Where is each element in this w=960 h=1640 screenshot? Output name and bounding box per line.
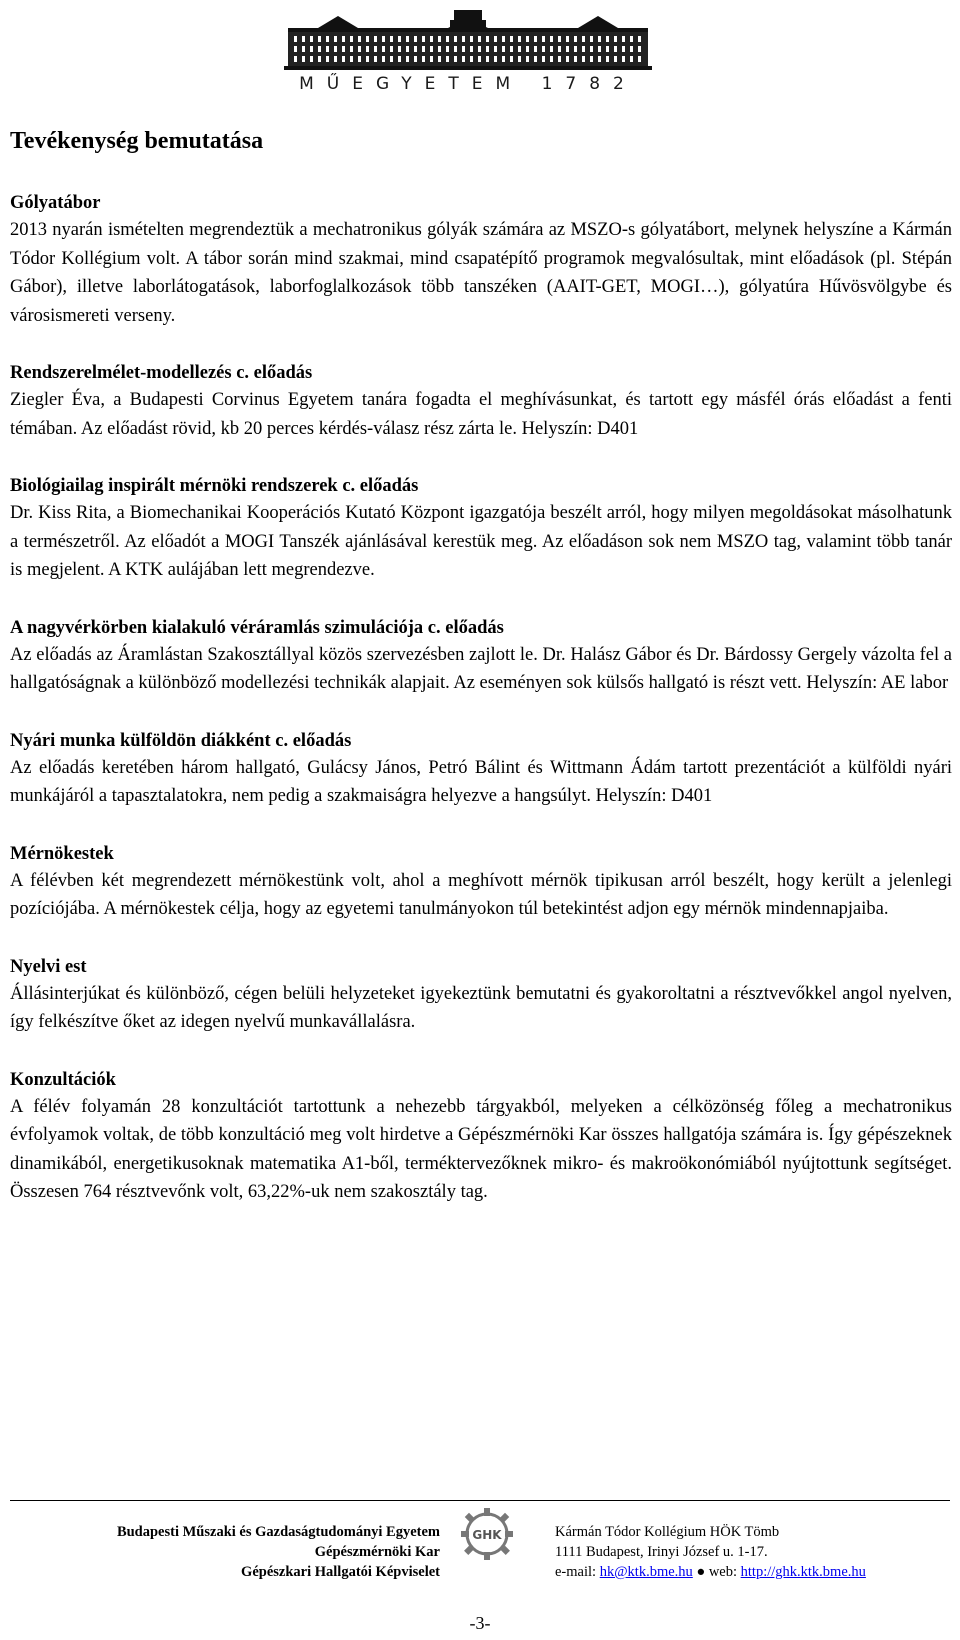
section-body: 2013 nyarán ismételten megrendeztük a mechatronikus gólyák számára az MSZO-s gólyatábort, melynek helyszíne a Kármán Tódor Kollégium volt. A tábor során mind szakmai, mind csapatépítő programok megvalósultak, mint előadások (pl. Stépán Gábor), illetve laborlátogatások, laborfoglalkozások több tanszéken (AAIT-GET, MOGI…), gólyatúra Hűvösvölgybe és városismereti verseny. (10, 220, 952, 326)
facade-window (430, 56, 433, 62)
facade-window (574, 36, 577, 42)
footer-divider (10, 1500, 950, 1501)
facade-window (470, 46, 473, 52)
section-heading: Nyelvi est (10, 956, 87, 977)
facade-window (326, 36, 329, 42)
facade-window (318, 46, 321, 52)
facade-window (534, 56, 537, 62)
facade-window (358, 36, 361, 42)
facade-window (318, 36, 321, 42)
section-heading: Nyári munka külföldön diákként c. előadás (10, 730, 352, 751)
footer-links (555, 1562, 960, 1582)
section-body: A félévben két megrendezett mérnökestünk volt, ahol a meghívott mérnök tipikusan arról beszélt, hogy került a jelenlegi pozíciójába. A mérnökestek célja, hogy az egyetemi tanulmányokon túl betekintést adjon egy mérnök mindennapjaiba. (10, 870, 952, 919)
facade-window (494, 46, 497, 52)
footer-faculty: Gépészmérnöki Kar (314, 1544, 440, 1560)
facade-window (446, 56, 449, 62)
facade-window (462, 46, 465, 52)
facade-window (598, 46, 601, 52)
facade-window (502, 46, 505, 52)
facade-window (622, 46, 625, 52)
gear-icon (452, 1504, 522, 1590)
facade-window (422, 56, 425, 62)
facade-window (438, 56, 441, 62)
facade-window (486, 36, 489, 42)
section-heading: Rendszerelmélet-modellezés c. előadás (10, 363, 313, 383)
facade-window (310, 36, 313, 42)
facade-window (398, 56, 401, 62)
section-body: Az előadás az Áramlástan Szakosztállyal közös szervezésben zajlott le. Dr. Halász Gábor és Dr. Bárdossy Gergely vázolta fel a hallgatóságnak a különböző modellezési technikák alapjait. Az eseményen sok külsős hallgató is részt vett. Helyszín: AE labor (10, 644, 952, 693)
facade-window (574, 46, 577, 52)
facade-window (622, 36, 625, 42)
facade-window (478, 56, 481, 62)
facade-window (294, 46, 297, 52)
facade-window (606, 46, 609, 52)
facade-window (350, 46, 353, 52)
facade-window (334, 36, 337, 42)
university-building-icon (278, 6, 658, 72)
facade-window (374, 56, 377, 62)
footer-address: 1111 Budapest, Irinyi József u. 1-17. (555, 1544, 768, 1560)
facade-window (414, 46, 417, 52)
email-link[interactable]: hk@ktk.bme.hu (599, 1564, 693, 1580)
facade-window (406, 36, 409, 42)
facade-window (382, 36, 385, 42)
facade-window (566, 46, 569, 52)
email-label: e-mail: (555, 1564, 600, 1580)
facade-window (566, 36, 569, 42)
section-golyatabor (10, 190, 952, 330)
section-nyari-munka (10, 728, 952, 811)
facade-window (294, 36, 297, 42)
facade-window (630, 56, 633, 62)
facade-window (566, 56, 569, 62)
facade-window (326, 46, 329, 52)
facade-window (422, 36, 425, 42)
facade-window (502, 56, 505, 62)
facade-window (398, 36, 401, 42)
facade-window (550, 46, 553, 52)
facade-window (422, 46, 425, 52)
facade-window (350, 36, 353, 42)
facade-window (382, 56, 385, 62)
facade-window (358, 56, 361, 62)
facade-window (510, 36, 513, 42)
facade-window (454, 46, 457, 52)
section-body: Az előadás keretében három hallgató, Gulácsy János, Petró Bálint és Wittmann Ádám tartott prezentációt a külföldi nyári munkájáról a tapasztalatokra, nem pedig a szakmaiságra helyezve a hangsúlyt. Helyszín: D401 (10, 757, 952, 806)
facade-window (358, 46, 361, 52)
facade-window (406, 46, 409, 52)
facade-window (366, 46, 369, 52)
facade-window (542, 36, 545, 42)
facade-window (414, 56, 417, 62)
section-heading: Biológiailag inspirált mérnöki rendszerek c. előadás (10, 476, 419, 496)
section-konzultaciok (10, 1067, 952, 1207)
facade-window (366, 56, 369, 62)
facade-window (390, 56, 393, 62)
footer-university: Budapesti Műszaki és Gazdaságtudományi Egyetem (116, 1524, 440, 1540)
ghk-logo-text: GHK (472, 1528, 502, 1542)
section-heading: Gólyatábor (10, 193, 101, 213)
footer-student-council: Gépészkari Hallgatói Képviselet (241, 1564, 440, 1580)
facade-window (430, 46, 433, 52)
facade-window (558, 46, 561, 52)
facade-window (366, 36, 369, 42)
facade-window (390, 36, 393, 42)
facade-window (558, 36, 561, 42)
muegyetem-logo (278, 6, 658, 98)
facade-window (518, 36, 521, 42)
facade-window (534, 46, 537, 52)
facade-window (542, 56, 545, 62)
facade-window (582, 36, 585, 42)
section-body: Állásinterjúkat és különböző, cégen belüli helyzeteket igyekeztünk bemutatni és gyakoroltatni a résztvevőkkel angol nyelven, így felkészítve őket az idegen nyelvű munkavállalásra. (10, 983, 952, 1032)
facade-window (302, 36, 305, 42)
facade-window (526, 46, 529, 52)
section-body: Dr. Kiss Rita, a Biomechanikai Kooperációs Kutató Központ igazgatója beszélt arról, hogy milyen megoldásokat másolhatunk a természetről. Az előadót a MOGI Tanszék ajánlásával kerestük meg. Az előadáson sok nem MSZO tag, valamint több tanár is megjelent. A KTK aulájában lett megrendezve. (10, 503, 952, 580)
facade-window (630, 36, 633, 42)
facade-window (454, 56, 457, 62)
section-heading: Mérnökestek (10, 843, 114, 864)
facade-window (454, 36, 457, 42)
facade-window (446, 36, 449, 42)
facade-window (510, 56, 513, 62)
facade-window (342, 56, 345, 62)
facade-window (518, 56, 521, 62)
section-heading: A nagyvérkörben kialakuló véráramlás szimulációja c. előadás (10, 617, 504, 638)
facade-window (302, 56, 305, 62)
facade-window (630, 46, 633, 52)
footer-institution (10, 1522, 440, 1582)
footer-dorm: Kármán Tódor Kollégium HÖK Tömb (555, 1524, 780, 1540)
facade-window (438, 46, 441, 52)
facade-window (518, 46, 521, 52)
web-label: ● web: (692, 1564, 741, 1580)
facade-window (526, 36, 529, 42)
facade-window (550, 36, 553, 42)
facade-window (614, 46, 617, 52)
facade-window (574, 56, 577, 62)
facade-window (550, 56, 553, 62)
page-title: Tevékenység bemutatása (10, 128, 264, 154)
facade-window (510, 46, 513, 52)
facade-window (486, 56, 489, 62)
logo-text: MŰEGYETEM 1782 (299, 74, 637, 94)
facade-window (622, 56, 625, 62)
facade-window (598, 56, 601, 62)
facade-window (350, 56, 353, 62)
facade-window (502, 36, 505, 42)
section-body: Ziegler Éva, a Budapesti Corvinus Egyetem tanára fogadta el meghívásunkat, és tartott egy másfél órás előadást a fenti témában. Az előadást rövid, kb 20 perces kérdés-válasz rész zárta le. Helyszín: D401 (10, 390, 952, 439)
section-nyelvi-est (10, 954, 952, 1037)
facade-window (606, 36, 609, 42)
facade-window (446, 46, 449, 52)
facade-window (598, 36, 601, 42)
facade-window (606, 56, 609, 62)
facade-window (310, 46, 313, 52)
facade-window (390, 46, 393, 52)
section-veraramlas (10, 615, 952, 698)
facade-window (582, 46, 585, 52)
facade-window (342, 46, 345, 52)
facade-window (638, 36, 641, 42)
facade-window (406, 56, 409, 62)
facade-window (294, 56, 297, 62)
page-number: -3- (469, 1613, 491, 1633)
facade-window (590, 46, 593, 52)
facade-window (310, 56, 313, 62)
facade-window (542, 46, 545, 52)
section-mernokestek (10, 841, 952, 924)
facade-window (582, 56, 585, 62)
main-content (10, 126, 952, 1237)
facade-window (342, 36, 345, 42)
web-link[interactable]: http://ghk.ktk.bme.hu (740, 1564, 866, 1580)
facade-window (534, 36, 537, 42)
facade-window (318, 56, 321, 62)
facade-window (478, 36, 481, 42)
facade-window (470, 56, 473, 62)
facade-window (470, 36, 473, 42)
facade-window (494, 36, 497, 42)
facade-window (590, 36, 593, 42)
facade-window (438, 36, 441, 42)
facade-window (374, 46, 377, 52)
facade-window (430, 36, 433, 42)
facade-window (414, 36, 417, 42)
facade-window (334, 46, 337, 52)
facade-window (638, 56, 641, 62)
facade-window (334, 56, 337, 62)
facade-window (558, 56, 561, 62)
section-rendszerelmelet (10, 360, 952, 443)
section-body: A félév folyamán 28 konzultációt tartottunk a nehezebb tárgyakból, melyeken a célközönség főleg a mechatronikus évfolyamok voltak, de több konzultáció meg volt hirdetve a Gépészmérnöki Kar összes hallgatója számára is. Így gépészeknek dinamikából, energetikusoknak matematika A1-ből, terméktervezőknek mikro- és makroökonómiából nyújtottunk segítséget. Összesen 764 résztvevőnk volt, 63,22%-uk nem szakosztály tag. (10, 1096, 952, 1202)
ghk-logo (452, 1504, 522, 1590)
facade-window (614, 36, 617, 42)
section-heading: Konzultációk (10, 1069, 116, 1090)
section-biologiailag (10, 473, 952, 585)
facade-window (462, 56, 465, 62)
facade-window (494, 56, 497, 62)
facade-window (398, 46, 401, 52)
facade-window (486, 46, 489, 52)
facade-window (374, 36, 377, 42)
facade-window (462, 36, 465, 42)
facade-window (526, 56, 529, 62)
facade-window (638, 46, 641, 52)
facade-window (614, 56, 617, 62)
facade-window (302, 46, 305, 52)
facade-window (590, 56, 593, 62)
facade-window (478, 46, 481, 52)
footer-contact (555, 1522, 960, 1582)
facade-window (382, 46, 385, 52)
facade-window (326, 56, 329, 62)
